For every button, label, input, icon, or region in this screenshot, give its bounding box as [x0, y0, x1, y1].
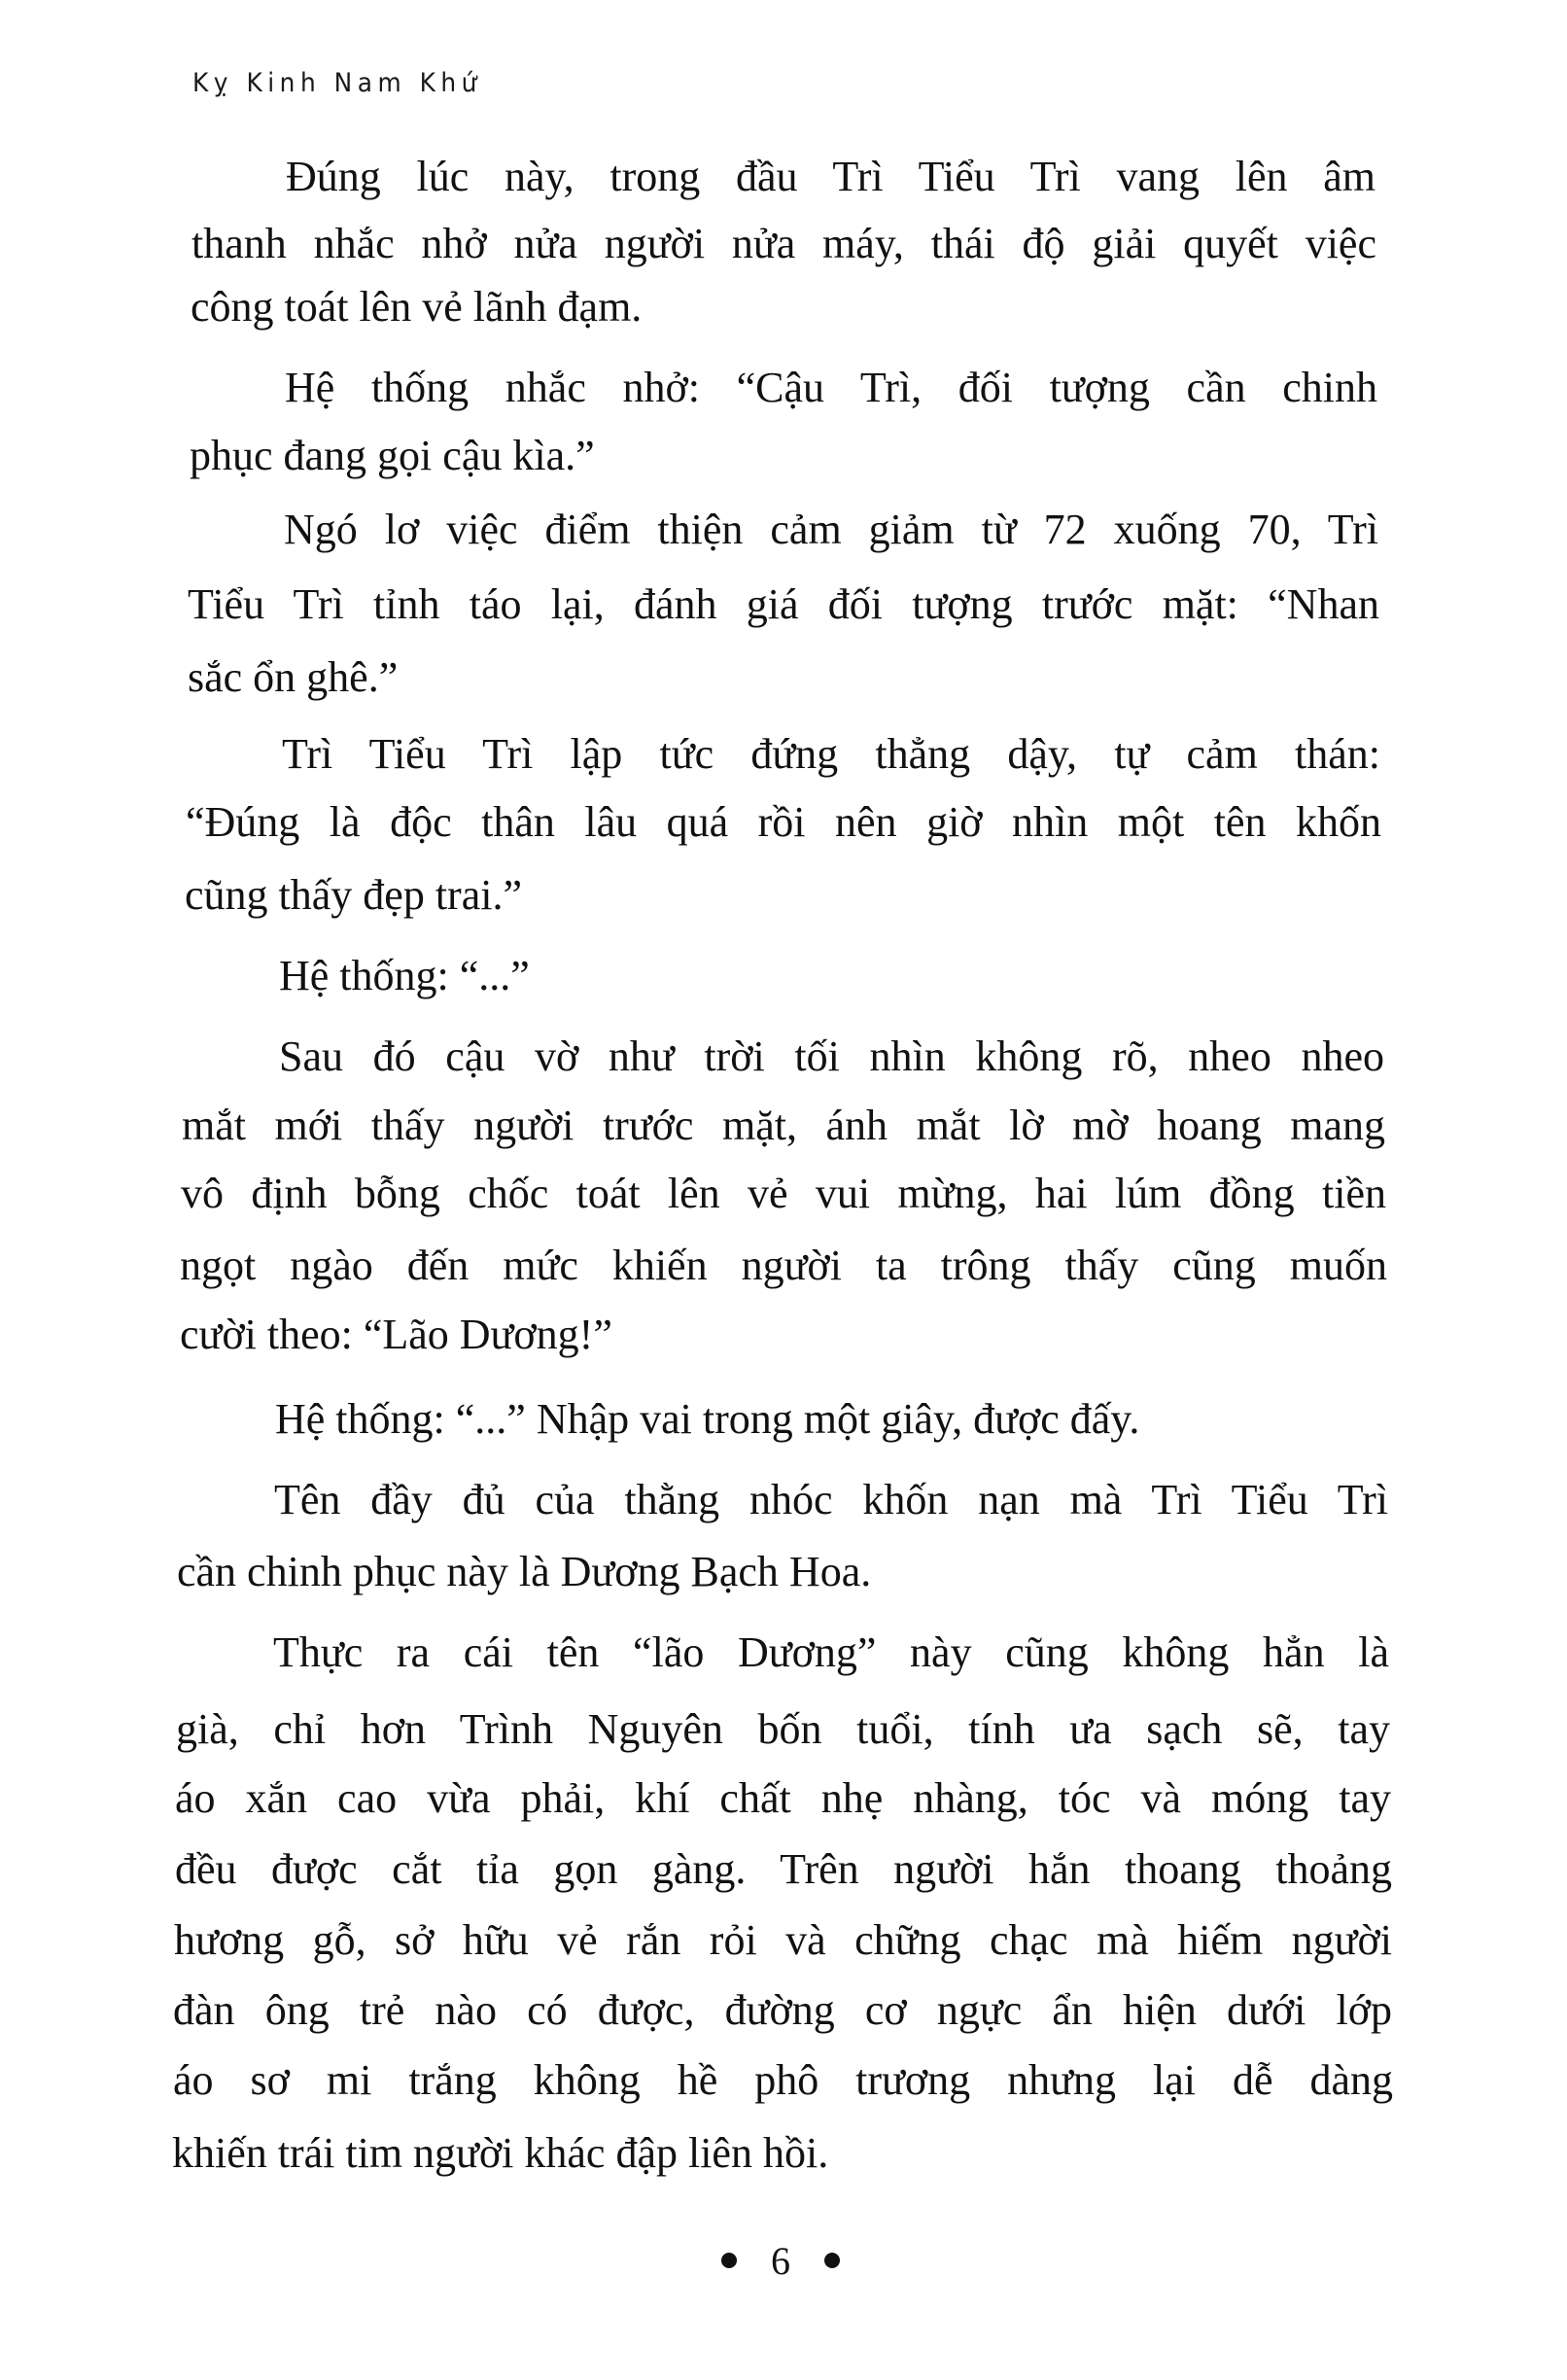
page-number: 6 — [771, 2238, 790, 2283]
text-line: cũng thấy đẹp trai.” — [185, 871, 522, 919]
text-line: ngọt ngào đến mức khiến người ta trông thấy cũng muốn — [180, 1242, 1387, 1289]
text-line: phục đang gọi cậu kìa.” — [190, 432, 595, 479]
text-line: thanh nhắc nhở nửa người nửa máy, thái độ giải quyết việc — [192, 220, 1376, 267]
bullet-dot-icon — [824, 2253, 840, 2268]
text-line: Hệ thống nhắc nhở: “Cậu Trì, đối tượng cần chinh — [285, 364, 1377, 411]
text-line: Trì Tiểu Trì lập tức đứng thẳng dậy, tự cảm thán: — [282, 730, 1380, 778]
text-line: Hệ thống: “...” — [279, 952, 530, 999]
text-line: mắt mới thấy người trước mặt, ánh mắt lờ mờ hoang mang — [182, 1102, 1385, 1149]
text-line: khiến trái tim người khác đập liên hồi. — [172, 2129, 829, 2177]
text-line: Thực ra cái tên “lão Dương” này cũng không hẳn là — [273, 1628, 1389, 1676]
text-line: “Đúng là độc thân lâu quá rồi nên giờ nhìn một tên khốn — [186, 798, 1381, 846]
text-line: áo sơ mi trắng không hề phô trương nhưng lại dễ dàng — [173, 2056, 1393, 2104]
running-header: Kỵ Kinh Nam Khứ — [192, 68, 482, 98]
text-line: Hệ thống: “...” Nhập vai trong một giây, được đấy. — [275, 1395, 1140, 1443]
text-line: sắc ổn ghê.” — [188, 653, 399, 701]
text-line: vô định bỗng chốc toát lên vẻ vui mừng, hai lúm đồng tiền — [181, 1170, 1386, 1217]
text-line: Đúng lúc này, trong đầu Trì Tiểu Trì vang lên âm — [286, 153, 1375, 200]
text-line: già, chỉ hơn Trình Nguyên bốn tuổi, tính ưa sạch sẽ, tay — [176, 1705, 1390, 1753]
text-line: cười theo: “Lão Dương!” — [180, 1311, 612, 1358]
bullet-dot-icon — [721, 2253, 737, 2268]
text-line: Tiểu Trì tỉnh táo lại, đánh giá đối tượng trước mặt: “Nhan — [188, 580, 1379, 628]
text-line: Tên đầy đủ của thằng nhóc khốn nạn mà Trì Tiểu Trì — [274, 1476, 1388, 1523]
text-line: Sau đó cậu vờ như trời tối nhìn không rõ, nheo nheo — [279, 1032, 1384, 1080]
text-line: đều được cắt tỉa gọn gàng. Trên người hắn thoang thoảng — [175, 1845, 1392, 1893]
text-line: cần chinh phục này là Dương Bạch Hoa. — [177, 1548, 872, 1595]
text-line: công toát lên vẻ lãnh đạm. — [191, 283, 643, 331]
page-footer — [721, 2236, 840, 2285]
text-line: đàn ông trẻ nào có được, đường cơ ngực ẩn hiện dưới lớp — [173, 1986, 1392, 2034]
text-line: Ngó lơ việc điểm thiện cảm giảm từ 72 xuống 70, Trì — [284, 506, 1378, 553]
text-line: áo xắn cao vừa phải, khí chất nhẹ nhàng, tóc và móng tay — [175, 1774, 1391, 1822]
text-line: hương gỗ, sở hữu vẻ rắn rỏi và chững chạc mà hiếm người — [174, 1916, 1392, 1964]
